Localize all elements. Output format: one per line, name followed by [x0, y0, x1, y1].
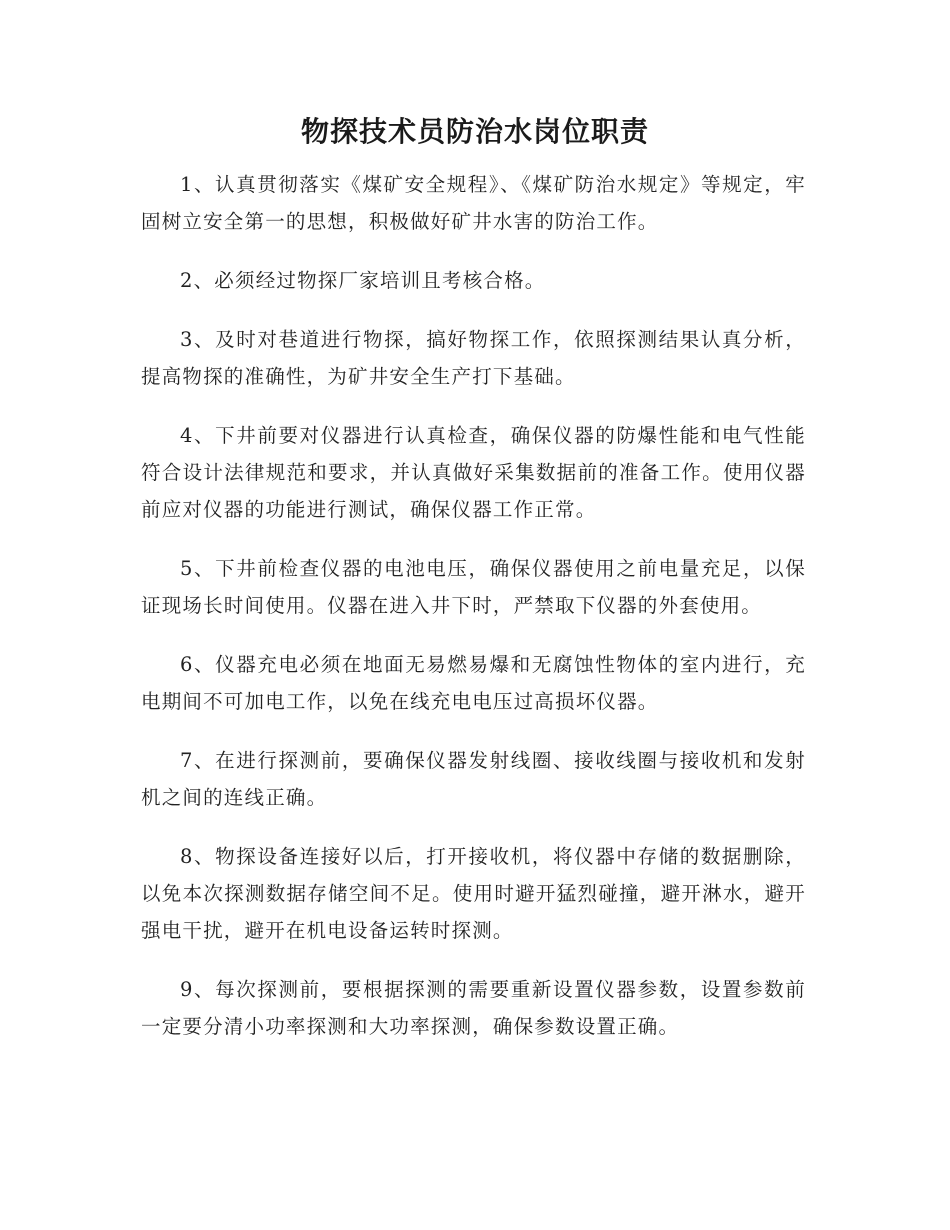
paragraph-3: 3、及时对巷道进行物探，搞好物探工作，依照探测结果认真分析，提高物探的准确性，为矿井安全生产打下基础。 [141, 328, 806, 388]
paragraph-9: 9、每次探测前，要根据探测的需要重新设置仪器参数，设置参数前一定要分清小功率探测和大功率探测，确保参数设置正确。 [141, 978, 806, 1038]
paragraph-7: 7、在进行探测前，要确保仪器发射线圈、接收线圈与接收机和发射机之间的连线正确。 [141, 749, 806, 809]
paragraph-1: 1、认真贯彻落实《煤矿安全规程》、《煤矿防治水规定》等规定，牢固树立安全第一的思想，积极做好矿井水害的防治工作。 [141, 173, 806, 233]
paragraph-5: 5、下井前检查仪器的电池电压，确保仪器使用之前电量充足，以保证现场长时间使用。仪器在进入井下时，严禁取下仪器的外套使用。 [141, 557, 806, 617]
document-title: 物探技术员防治水岗位职责 [300, 115, 649, 148]
paragraph-4: 4、下井前要对仪器进行认真检查，确保仪器的防爆性能和电气性能符合设计法律规范和要求，并认真做好采集数据前的准备工作。使用仪器前应对仪器的功能进行测试，确保仪器工作正常。 [141, 424, 806, 521]
paragraph-2: 2、必须经过物探厂家培训且考核合格。 [180, 269, 546, 292]
document-body [141, 166, 806, 1067]
paragraph-6: 6、仪器充电必须在地面无易燃易爆和无腐蚀性物体的室内进行，充电期间不可加电工作，以免在线充电电压过高损坏仪器。 [141, 653, 806, 713]
paragraph-8: 8、物探设备连接好以后，打开接收机，将仪器中存储的数据删除，以免本次探测数据存储空间不足。使用时避开猛烈碰撞，避开淋水，避开强电干扰，避开在机电设备运转时探测。 [141, 845, 806, 942]
